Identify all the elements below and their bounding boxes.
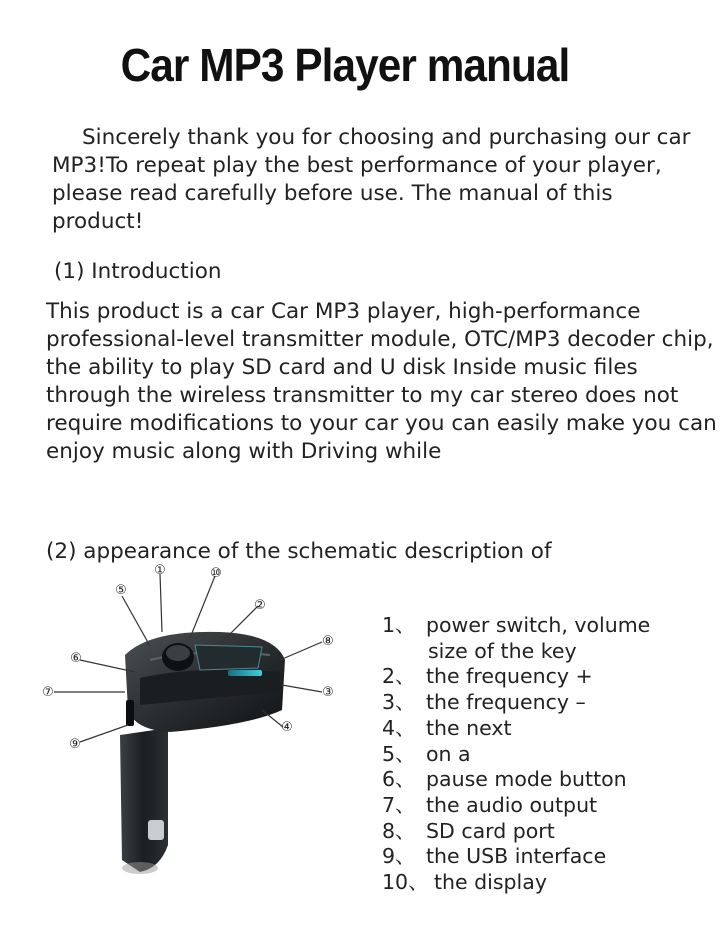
- introduction-body: This product is a car Car MP3 player, high-performance professional-level transmitter module, OTC/MP3 decoder chip, the ability to play SD card and U disk Inside music files through the wireless transmitter to my car stereo does not require modifications to your car you can easily make you can enjoy music along with Driving while: [46, 299, 717, 464]
- legend-item: 2、 the frequency +: [382, 664, 593, 689]
- callout-10: ⑩: [210, 566, 222, 581]
- section-heading-appearance: (2) appearance of the schematic description of: [46, 539, 552, 564]
- sd-card-port: [126, 700, 134, 726]
- legend-item: 5、 on a: [382, 741, 471, 766]
- legend-item: 9、 the USB interface: [382, 844, 607, 869]
- legend-item: 10、 the display: [382, 870, 547, 895]
- callout-1: ①: [154, 563, 166, 578]
- legend-item: 3、 the frequency –: [382, 690, 586, 715]
- callout-4: ④: [281, 720, 293, 735]
- callout-3: ③: [322, 685, 334, 700]
- legend-list: [382, 613, 650, 896]
- callout-5: ⑤: [115, 583, 127, 598]
- page-title: Car MP3 Player manual: [120, 39, 570, 91]
- intro-paragraph: [52, 124, 702, 236]
- device-head: [125, 632, 285, 732]
- legend-item: 6、 pause mode button: [382, 767, 627, 792]
- callout-6: ⑥: [70, 651, 82, 666]
- section-heading-introduction: (1) Introduction: [54, 259, 222, 284]
- callout-2: ②: [254, 598, 266, 613]
- device-shaft: [120, 728, 168, 874]
- legend-item: 1、 power switch, volume: [382, 613, 651, 637]
- legend-item: 4、 the next: [382, 715, 512, 740]
- device-schematic: [0, 560, 380, 890]
- legend-item: 8、 SD card port: [382, 818, 555, 843]
- callout-7: ⑦: [42, 685, 54, 700]
- display-screen: [195, 645, 262, 670]
- callout-8: ⑧: [322, 634, 334, 649]
- legend-item: 7、 the audio output: [382, 792, 598, 817]
- intro-text: Sincerely thank you for choosing and purchasing our car MP3!To repeat play the best performance of your player, please read carefully before use. The manual of this product!: [52, 125, 691, 234]
- legend-item-continuation: size of the key: [428, 638, 577, 663]
- callout-9: ⑨: [69, 737, 81, 752]
